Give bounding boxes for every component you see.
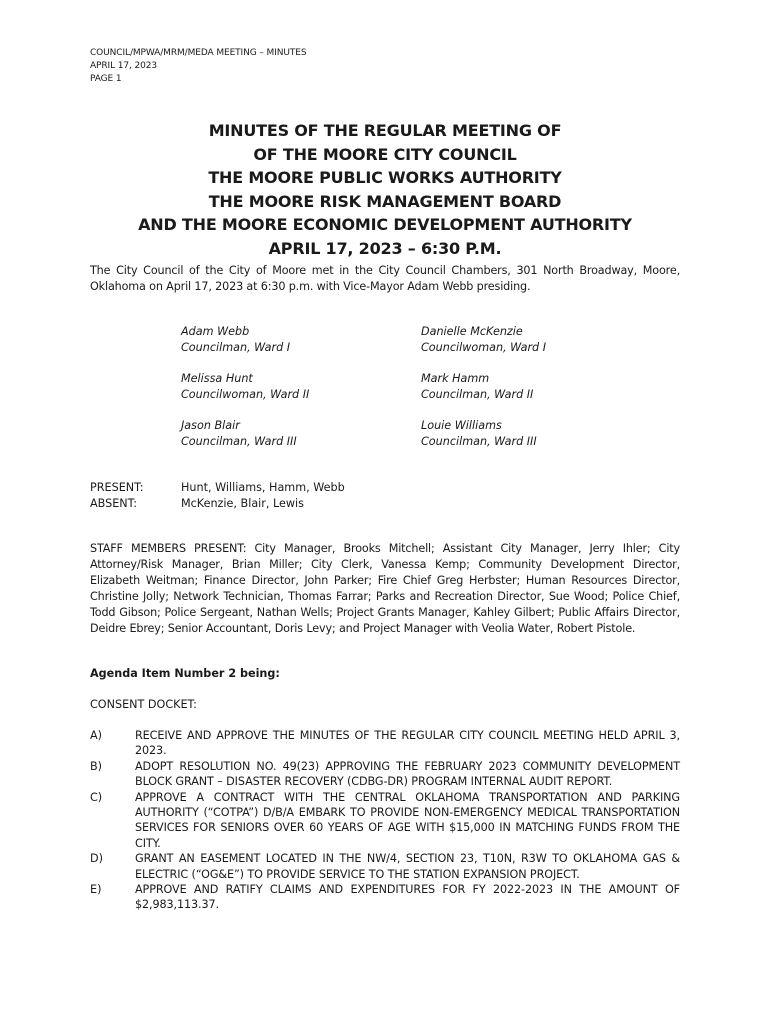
item-letter: A)	[90, 729, 103, 742]
item-text: GRANT AN EASEMENT LOCATED IN THE NW/4, SECTION 23, T10N, R3W TO OKLAHOMA GAS & ELECTRIC (“OG&E”) TO PROVIDE SERVICE TO THE STATION EXPANSION PROJECT.	[135, 852, 680, 881]
member-role: Councilman, Ward II	[421, 388, 534, 401]
member-entry	[181, 418, 421, 465]
staff-paragraph: STAFF MEMBERS PRESENT: City Manager, Brooks Mitchell; Assistant City Manager, Jerry Ihler; City Attorney/Risk Manager, Brian Miller; City Clerk, Vanessa Kemp; Community Development Director, Elizabeth Weitman; Finance Director, John Parker; Fire Chief Greg Herbster; Human Resources Director, Christine Jolly; Network Technician, Thomas Farrar; Parks and Recreation Director, Sue Wood; Police Chief, Todd Gibson; Police Sergeant, Nathan Wells; Project Grants Manager, Kahley Gilbert; Public Affairs Director, Deidre Ebrey; Senior Accountant, Doris Levy; and Project Manager with Veolia Water, Robert Pistole.	[90, 542, 680, 635]
member-entry	[421, 324, 661, 371]
absent-row	[90, 496, 345, 512]
item-text: ADOPT RESOLUTION NO. 49(23) APPROVING THE FEBRUARY 2023 COMMUNITY DEVELOPMENT BLOCK GRANT – DISASTER RECOVERY (CDBG-DR) PROGRAM INTERNAL AUDIT REPORT.	[135, 759, 680, 789]
item-text: APPROVE AND RATIFY CLAIMS AND EXPENDITURES FOR FY 2022-2023 IN THE AMOUNT OF $2,983,113.37.	[135, 883, 680, 912]
member-name: Mark Hamm	[421, 372, 490, 385]
consent-heading: CONSENT DOCKET:	[90, 698, 197, 711]
member-role: Councilman, Ward III	[421, 435, 537, 448]
document-title	[90, 119, 680, 260]
consent-item	[90, 882, 680, 913]
member-name: Jason Blair	[181, 419, 240, 432]
consent-item	[90, 790, 680, 852]
title-line: MINUTES OF THE REGULAR MEETING OF	[208, 121, 562, 140]
consent-item	[90, 728, 680, 759]
item-text: APPROVE A CONTRACT WITH THE CENTRAL OKLAHOMA TRANSPORTATION AND PARKING AUTHORITY (“COTPA”) D/B/A EMBARK TO PROVIDE NON-EMERGENCY MEDICAL TRANSPORTATION SERVICES FOR SENIORS OVER 60 YEARS OF AGE WITH $15,000 IN MATCHING FUNDS FROM THE CITY.	[135, 790, 680, 850]
present-value: Hunt, Williams, Hamm, Webb	[181, 481, 345, 494]
consent-item	[90, 759, 680, 790]
member-name: Melissa Hunt	[181, 372, 253, 385]
member-name: Adam Webb	[181, 325, 250, 338]
consent-item	[90, 851, 680, 882]
council-members-list	[181, 324, 661, 465]
agenda-heading: Agenda Item Number 2 being:	[90, 667, 280, 680]
item-letter: B)	[90, 759, 103, 773]
intro-paragraph: The City Council of the City of Moore met in the City Council Chambers, 301 North Broadway, Moore, Oklahoma on April 17, 2023 at 6:30 p.m. with Vice-Mayor Adam Webb presiding.	[90, 264, 680, 293]
title-line: OF THE MOORE CITY COUNCIL	[253, 144, 517, 164]
header-page-line: PAGE 1	[90, 74, 122, 84]
member-name: Danielle McKenzie	[421, 325, 523, 338]
member-entry	[181, 371, 421, 418]
title-line: APRIL 17, 2023 – 6:30 P.M.	[268, 238, 502, 258]
item-letter: D)	[90, 852, 103, 866]
item-letter: E)	[90, 883, 102, 897]
absent-value: McKenzie, Blair, Lewis	[181, 497, 304, 510]
member-role: Councilwoman, Ward I	[421, 341, 547, 354]
title-line: THE MOORE RISK MANAGEMENT BOARD	[208, 191, 562, 211]
member-role: Councilman, Ward III	[181, 435, 297, 448]
member-name: Louie Williams	[421, 419, 502, 432]
member-entry	[421, 418, 661, 465]
member-role: Councilman, Ward I	[181, 341, 291, 354]
member-entry	[421, 371, 661, 418]
absent-label: ABSENT:	[90, 497, 138, 510]
member-role: Councilwoman, Ward II	[181, 388, 310, 401]
present-label: PRESENT:	[90, 481, 144, 494]
member-entry	[181, 324, 421, 371]
title-line: THE MOORE PUBLIC WORKS AUTHORITY	[208, 168, 562, 187]
item-text: RECEIVE AND APPROVE THE MINUTES OF THE REGULAR CITY COUNCIL MEETING HELD APRIL 3, 2023.	[135, 729, 680, 758]
title-line: AND THE MOORE ECONOMIC DEVELOPMENT AUTHORITY	[138, 215, 632, 234]
header-meeting-line: COUNCIL/MPWA/MRM/MEDA MEETING – MINUTES	[90, 48, 307, 58]
roll-call	[90, 480, 345, 512]
present-row	[90, 480, 345, 496]
page-header	[90, 47, 306, 86]
item-letter: C)	[90, 790, 103, 804]
consent-items-list	[90, 728, 680, 913]
header-date-line: APRIL 17, 2023	[90, 61, 158, 71]
